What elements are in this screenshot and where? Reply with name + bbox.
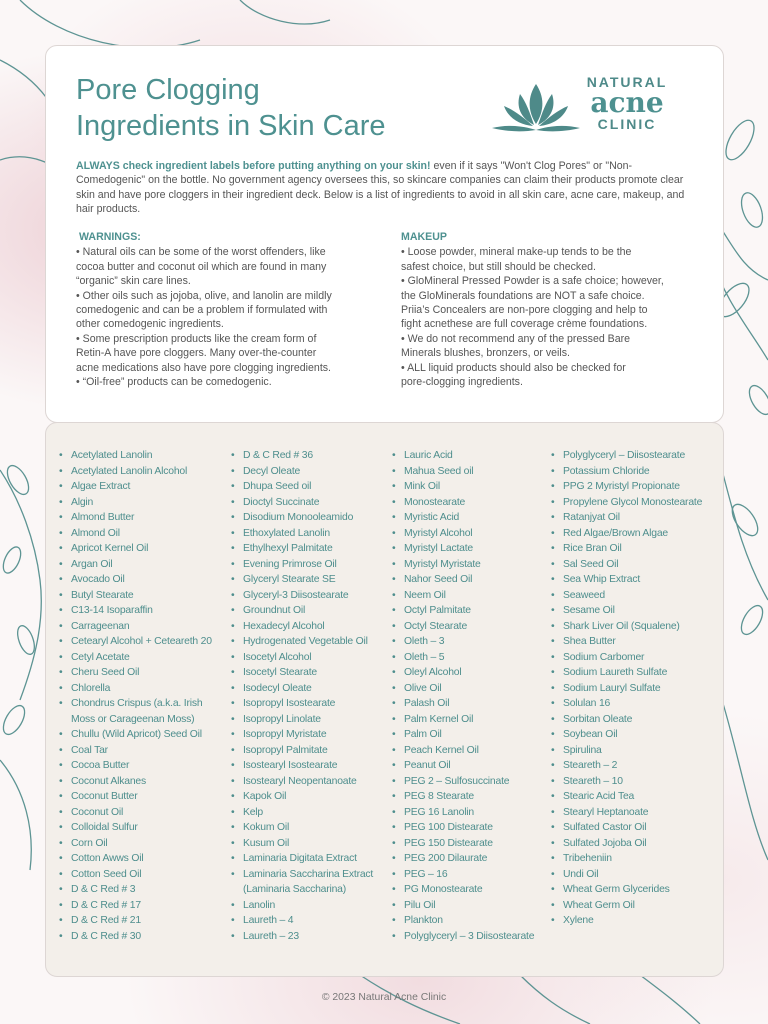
- ingredient-item: • PEG 100 Distearate: [392, 820, 552, 836]
- ingredient-item: • Isodecyl Oleate: [231, 681, 396, 697]
- ingredient-item: • Acetylated Lanolin Alcohol: [59, 464, 227, 480]
- ingredient-item: • Hexadecyl Alcohol: [231, 619, 396, 635]
- ingredient-item: • Apricot Kernel Oil: [59, 541, 227, 557]
- ingredient-item: • Soybean Oil: [551, 727, 719, 743]
- ingredient-item: • Myristyl Alcohol: [392, 526, 552, 542]
- ingredient-item: • D & C Red # 30: [59, 929, 227, 945]
- ingredient-item: • D & C Red # 36: [231, 448, 396, 464]
- logo-wordmark: [582, 74, 672, 132]
- ingredient-item: • Seaweed: [551, 588, 719, 604]
- ingredient-item: • Oleth – 3: [392, 634, 552, 650]
- ingredient-item: • Polyglyceryl – 3 Diisostearate: [392, 929, 552, 945]
- ingredient-item: • Myristic Acid: [392, 510, 552, 526]
- ingredient-item: • Laureth – 23: [231, 929, 396, 945]
- ingredient-item: • Sulfated Castor Oil: [551, 820, 719, 836]
- ingredient-item: • Chullu (Wild Apricot) Seed Oil: [59, 727, 227, 743]
- ingredient-item: • Evening Primrose Oil: [231, 557, 396, 573]
- makeup-line: • Loose powder, mineral make-up tends to be the: [401, 246, 632, 259]
- ingredient-item: • Oleyl Alcohol: [392, 665, 552, 681]
- ingredient-item: • Disodium Monooleamido: [231, 510, 396, 526]
- ingredient-item: • Palash Oil: [392, 696, 552, 712]
- warnings-line: • Other oils such as jojoba, olive, and lanolin are mildly: [76, 289, 332, 302]
- ingredient-item: • Colloidal Sulfur: [59, 820, 227, 836]
- ingredient-item: • Sal Seed Oil: [551, 557, 719, 573]
- ingredient-item: • Ethylhexyl Palmitate: [231, 541, 396, 557]
- intro-paragraph: [76, 159, 694, 217]
- ingredient-item: • Laureth – 4: [231, 913, 396, 929]
- ingredient-item: • Kapok Oil: [231, 789, 396, 805]
- ingredient-item: • Isopropyl Myristate: [231, 727, 396, 743]
- ingredient-item: • C13-14 Isoparaffin: [59, 603, 227, 619]
- ingredient-item: • Coconut Oil: [59, 805, 227, 821]
- ingredient-item: • Stearyl Heptanoate: [551, 805, 719, 821]
- ingredient-item: • Algae Extract: [59, 479, 227, 495]
- ingredient-item: • Myristyl Lactate: [392, 541, 552, 557]
- ingredient-item: • PEG 8 Stearate: [392, 789, 552, 805]
- ingredient-item: • Wheat Germ Glycerides: [551, 882, 719, 898]
- makeup-line: • GloMineral Pressed Powder is a safe choice; however,: [401, 275, 664, 288]
- ingredient-item: • Peanut Oil: [392, 758, 552, 774]
- ingredient-item: • PEG 2 – Sulfosuccinate: [392, 774, 552, 790]
- logo-line-natural: NATURAL: [586, 74, 668, 90]
- ingredient-item: • Palm Oil: [392, 727, 552, 743]
- ingredient-item: • Polyglyceryl – Diisostearate: [551, 448, 719, 464]
- ingredient-item: • Kokum Oil: [231, 820, 396, 836]
- ingredient-item: • Isopropyl Isostearate: [231, 696, 396, 712]
- ingredient-item: • Isopropyl Linolate: [231, 712, 396, 728]
- ingredient-item: • Dioctyl Succinate: [231, 495, 396, 511]
- ingredient-column-3: [392, 448, 552, 944]
- ingredient-item: • Steareth – 10: [551, 774, 719, 790]
- ingredient-item: • Chlorella: [59, 681, 227, 697]
- ingredient-item: • Cheru Seed Oil: [59, 665, 227, 681]
- makeup-line: pore-clogging ingredients.: [401, 376, 523, 389]
- ingredient-item: • Coconut Butter: [59, 789, 227, 805]
- warnings-line: cocoa butter and coconut oil which are found in many: [76, 260, 327, 273]
- ingredient-item: • Mahua Seed oil: [392, 464, 552, 480]
- ingredient-item: • Cocoa Butter: [59, 758, 227, 774]
- ingredient-item: • Cetyl Acetate: [59, 650, 227, 666]
- ingredient-text: Moss or Carageenan Moss): [71, 713, 195, 725]
- warnings-line: acne medications also have pore clogging ingredients.: [76, 361, 332, 374]
- ingredient-item: • Isopropyl Palmitate: [231, 743, 396, 759]
- makeup-line: safest choice, but still should be checked.: [401, 260, 596, 273]
- ingredient-item: • Monostearate: [392, 495, 552, 511]
- ingredient-item: • Oleth – 5: [392, 650, 552, 666]
- warnings-line: • “Oil-free” products can be comedogenic.: [76, 376, 272, 389]
- ingredient-item: • Argan Oil: [59, 557, 227, 573]
- ingredient-item: • Isocetyl Stearate: [231, 665, 396, 681]
- ingredient-item: • Dhupa Seed oil: [231, 479, 396, 495]
- ingredient-item: • Isostearyl Neopentanoate: [231, 774, 396, 790]
- ingredient-item: • Olive Oil: [392, 681, 552, 697]
- ingredient-item: • Peach Kernel Oil: [392, 743, 552, 759]
- ingredient-item: • Potassium Chloride: [551, 464, 719, 480]
- makeup-line: the GloMinerals foundations are NOT a safe choice.: [401, 289, 645, 302]
- warnings-line: Retin-A have pore cloggers. Many over-the-counter: [76, 347, 317, 360]
- ingredient-item: • Neem Oil: [392, 588, 552, 604]
- warnings-line: other comedogenic ingredients.: [76, 318, 224, 331]
- ingredient-item: • Ratanjyat Oil: [551, 510, 719, 526]
- ingredient-item: • Butyl Stearate: [59, 588, 227, 604]
- ingredient-item: • Almond Oil: [59, 526, 227, 542]
- ingredient-item: • Pilu Oil: [392, 898, 552, 914]
- ingredient-text: • Laminaria Saccharina Extract: [243, 868, 374, 880]
- ingredient-item: • Lanolin: [231, 898, 396, 914]
- ingredient-item: [231, 867, 396, 898]
- title-line: Pore Clogging: [76, 74, 260, 106]
- ingredient-item: • Kusum Oil: [231, 836, 396, 852]
- ingredient-item: • Almond Butter: [59, 510, 227, 526]
- makeup-line: • ALL liquid products should also be checked for: [401, 361, 626, 374]
- ingredient-item: • PG Monostearate: [392, 882, 552, 898]
- ingredient-item: • Palm Kernel Oil: [392, 712, 552, 728]
- ingredient-column-2: [231, 448, 396, 944]
- ingredient-item: • Solulan 16: [551, 696, 719, 712]
- ingredient-item: • Sesame Oil: [551, 603, 719, 619]
- ingredient-item: • Octyl Palmitate: [392, 603, 552, 619]
- ingredient-item: • Spirulina: [551, 743, 719, 759]
- title-line: Ingredients in Skin Care: [76, 110, 386, 142]
- ingredient-item: • Acetylated Lanolin: [59, 448, 227, 464]
- ingredient-item: • D & C Red # 3: [59, 882, 227, 898]
- ingredient-item: • Kelp: [231, 805, 396, 821]
- warnings-line: • Some prescription products like the cream form of: [76, 332, 317, 345]
- ingredient-item: • Sorbitan Oleate: [551, 712, 719, 728]
- ingredient-item: • Sulfated Jojoba Oil: [551, 836, 719, 852]
- warnings-heading: WARNINGS:: [79, 231, 141, 243]
- makeup-lines: [401, 245, 701, 389]
- page-title: [76, 72, 456, 144]
- ingredient-item: • Lauric Acid: [392, 448, 552, 464]
- copyright-footer: © 2023 Natural Acne Clinic: [321, 992, 447, 1003]
- ingredient-item: • Propylene Glycol Monostearate: [551, 495, 719, 511]
- warnings-lines: [76, 245, 376, 389]
- ingredient-item: • Octyl Stearate: [392, 619, 552, 635]
- ingredient-item: • PEG – 16: [392, 867, 552, 883]
- ingredient-text: (Laminaria Saccharina): [243, 884, 347, 895]
- warnings-line: “organic” skin care lines.: [76, 275, 191, 288]
- ingredient-item: • Glyceryl Stearate SE: [231, 572, 396, 588]
- ingredient-item: • Decyl Oleate: [231, 464, 396, 480]
- makeup-heading: MAKEUP: [401, 231, 447, 243]
- ingredient-item: • PEG 16 Lanolin: [392, 805, 552, 821]
- ingredient-item: • Shea Butter: [551, 634, 719, 650]
- logo-line-clinic: CLINIC: [597, 116, 657, 132]
- ingredient-item: • Stearic Acid Tea: [551, 789, 719, 805]
- ingredient-item: • Nahor Seed Oil: [392, 572, 552, 588]
- ingredient-item: • Cetearyl Alcohol + Ceteareth 20: [59, 634, 227, 650]
- ingredient-item: • PPG 2 Myristyl Propionate: [551, 479, 719, 495]
- ingredient-item: • D & C Red # 21: [59, 913, 227, 929]
- ingredient-item: • Cotton Awws Oil: [59, 851, 227, 867]
- makeup-line: fight acnethese are full coverage crème foundations.: [401, 318, 648, 331]
- ingredient-item: • Myristyl Myristate: [392, 557, 552, 573]
- ingredient-item: • Avocado Oil: [59, 572, 227, 588]
- ingredient-item: • Tribeheniin: [551, 851, 719, 867]
- ingredient-item: • Ethoxylated Lanolin: [231, 526, 396, 542]
- intro-body: even if it says "Won't Clog Pores" or "Non-Comedogenic" on the bottle. No government agency oversees this, so skincare companies can claim their products promote clear skin and have pore cloggers in their ingredient deck. Below is a list of ingredients to avoid in all skin care, acne care, makeup, and hair products.: [76, 160, 685, 216]
- ingredient-item: • Isostearyl Isostearate: [231, 758, 396, 774]
- ingredient-item: [59, 696, 227, 727]
- ingredient-column-4: [551, 448, 719, 929]
- warnings-line: comedogenic and can be a problem if formulated with: [76, 304, 328, 317]
- ingredient-item: • Algin: [59, 495, 227, 511]
- ingredient-item: • Sodium Carbomer: [551, 650, 719, 666]
- makeup-line: Minerals blushes, bronzers, or veils.: [401, 347, 570, 360]
- ingredient-item: • Red Algae/Brown Algae: [551, 526, 719, 542]
- ingredient-item: • Wheat Germ Oil: [551, 898, 719, 914]
- makeup-line: Priia’s Concealers are non-pore clogging and help to: [401, 304, 648, 317]
- ingredient-item: • Coconut Alkanes: [59, 774, 227, 790]
- ingredient-item: • Carrageenan: [59, 619, 227, 635]
- ingredient-item: • Hydrogenated Vegetable Oil: [231, 634, 396, 650]
- lotus-icon: [490, 80, 582, 132]
- ingredient-text: • Chondrus Crispus (a.k.a. Irish: [71, 698, 203, 709]
- ingredient-item: • Rice Bran Oil: [551, 541, 719, 557]
- ingredient-item: • Steareth – 2: [551, 758, 719, 774]
- warnings-section: [76, 230, 376, 389]
- ingredient-item: • Glyceryl-3 Diisostearate: [231, 588, 396, 604]
- ingredient-item: • Cotton Seed Oil: [59, 867, 227, 883]
- ingredient-item: • Laminaria Digitata Extract: [231, 851, 396, 867]
- ingredient-item: • Sodium Laureth Sulfate: [551, 665, 719, 681]
- ingredient-item: • D & C Red # 17: [59, 898, 227, 914]
- ingredient-item: • Isocetyl Alcohol: [231, 650, 396, 666]
- ingredient-item: • PEG 150 Distearate: [392, 836, 552, 852]
- makeup-line: • We do not recommend any of the pressed Bare: [401, 332, 631, 345]
- ingredient-item: • Xylene: [551, 913, 719, 929]
- ingredient-item: • PEG 200 Dilaurate: [392, 851, 552, 867]
- ingredient-item: • Sodium Lauryl Sulfate: [551, 681, 719, 697]
- ingredient-item: • Plankton: [392, 913, 552, 929]
- ingredient-item: • Sea Whip Extract: [551, 572, 719, 588]
- intro-lead: ALWAYS check ingredient labels before putting anything on your skin!: [76, 160, 431, 172]
- ingredient-column-1: [59, 448, 227, 944]
- natural-acne-clinic-logo: [490, 74, 690, 136]
- ingredient-item: • Mink Oil: [392, 479, 552, 495]
- ingredient-item: • Corn Oil: [59, 836, 227, 852]
- ingredient-item: • Shark Liver Oil (Squalene): [551, 619, 719, 635]
- makeup-section: [401, 230, 701, 389]
- ingredient-item: • Coal Tar: [59, 743, 227, 759]
- ingredient-item: • Groundnut Oil: [231, 603, 396, 619]
- logo-line-acne: acne: [590, 86, 664, 119]
- warnings-line: • Natural oils can be some of the worst offenders, like: [76, 246, 326, 259]
- ingredient-item: • Undi Oil: [551, 867, 719, 883]
